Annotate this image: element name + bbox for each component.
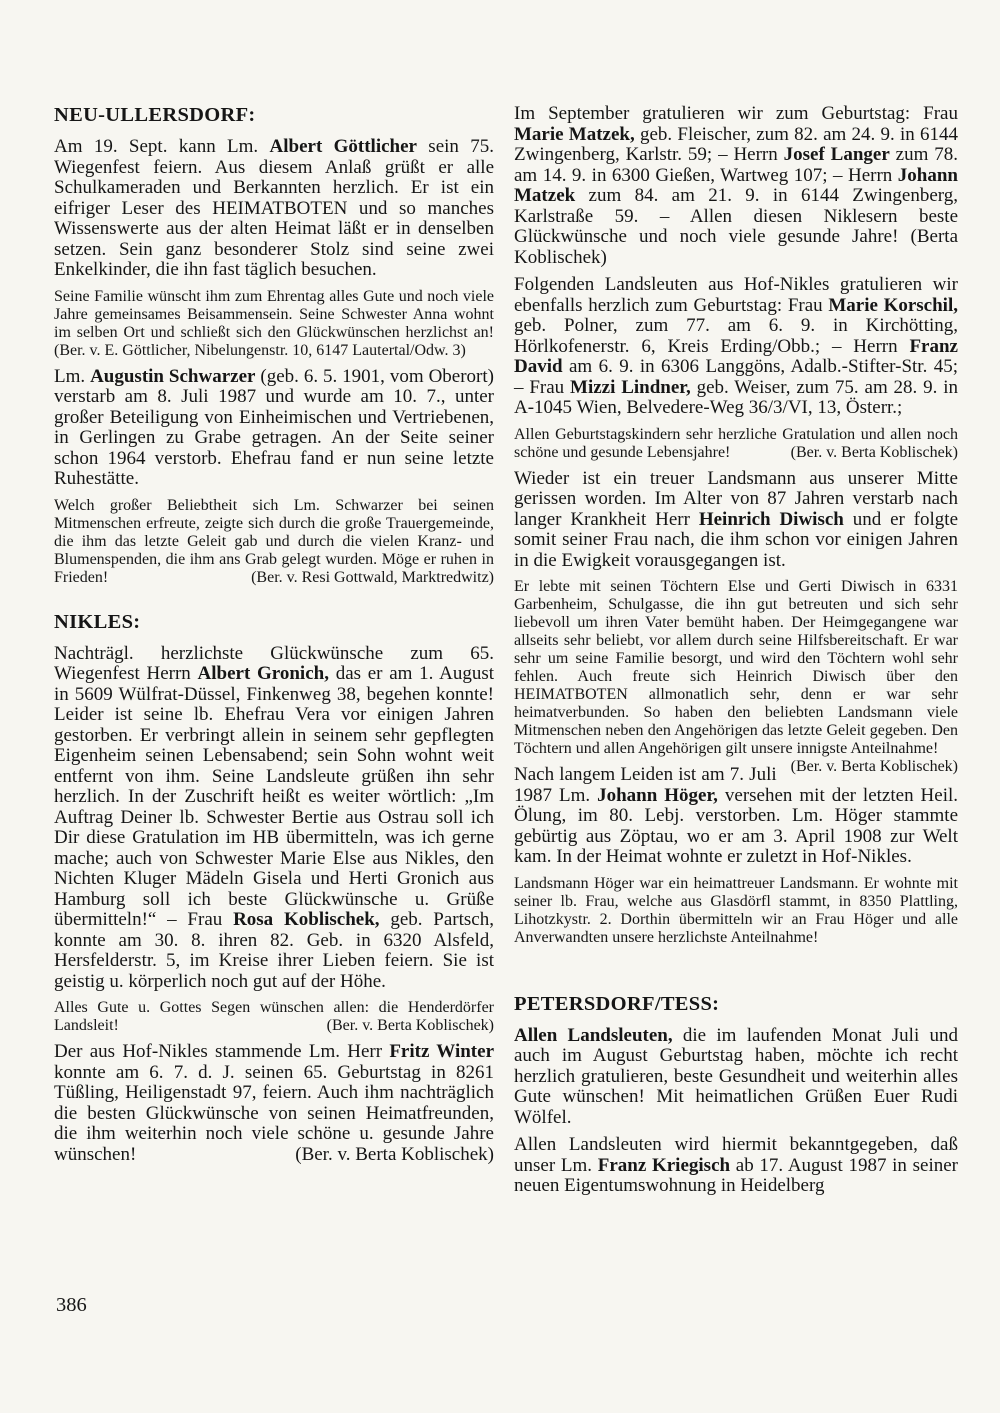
page-number: 386 <box>56 1294 87 1316</box>
report-credit: (Ber. v. Resi Gottwald, Marktredwitz) <box>251 568 494 586</box>
section-heading-petersdorf-tess: PETERSDORF/TESS: <box>514 992 720 1015</box>
obituary-note-diwisch <box>514 578 958 775</box>
paragraph-text: Welch großer Beliebtheit sich Lm. Schwarzer bei seinen Mitmenschen erfreute, zeigte sich durch die große Trauergemeinde, die ihm das letzte Geleit gab und durch die vielen Kranz- und Blumenspenden, die ihm ans Grab gelegt wurden. Möge er ruhen in Frieden! <box>54 496 494 586</box>
paragraph-text: Nach langem Leiden ist am 7. Juli 1987 Lm. Johann Höger, versehen mit der letzten Heil. Ölung, im 80. Lebj. verstorben. Lm. Höger stammte gebürtig aus Zöptau, wo er am 3. April 1908 zur Welt kam. In der Heimat wohnte er zuletzt in Hof-Nikles. <box>514 764 958 867</box>
paragraph-text: Alles Gute u. Gottes Segen wünschen allen: die Henderdörfer Landsleit! <box>54 999 494 1034</box>
paragraph-text: Allen Geburtstagskindern sehr herzliche Gratulation und allen noch schöne und gesunde Lebensjahre! <box>514 425 958 461</box>
greeting-henderdoerfer <box>54 999 494 1035</box>
report-credit: (Ber. v. Berta Koblischek) <box>326 1017 494 1034</box>
hof-nikles-birthdays-notice <box>514 275 958 419</box>
birthday-notice-winter <box>54 1042 494 1165</box>
birthday-notice-goettlicher <box>54 137 494 281</box>
paragraph-text: Allen Landsleuten wird hiermit bekanntgegeben, daß unser Lm. Franz Kriegisch ab 17. August 1987 in seiner neuen Eigentumswohnung in Heidelberg <box>514 1134 959 1196</box>
paragraph-text: Am 19. Sept. kann Lm. Albert Göttlicher sein 75. Wiegenfest feiern. Aus diesem Anlaß grüßt er alle Schulkameraden und Berkannten herzlich. Er ist ein eifriger Leser des HEIMATBOTEN und so manches Wissenswerte aus der alten Heimat läßt er in denselben setzen. Sein ganz besonderer Stolz sind seine zwei Enkelkinder, die ihn fast täglich besuchen. <box>54 136 494 280</box>
paragraph-text: Er lebte mit seinen Töchtern Else und Gerti Diwisch in 6331 Garbenheim, Schulgasse, die ihn gut betreuten und sich sehr liebevoll um ihren Vater bemüht haben. Der Heimgegangene war allseits sehr beliebt, vor allem durch seine Hilfsbereitschaft. Er war sehr um seine Familie besorgt, und wird den Töchtern wohl sehr fehlen. Auch freute sich Heinrich Diwisch über den HEIMATBOTEN allmonatlich sehr, denn er war sehr heimatverbunden. So haben den beliebten Landsmann viele Mitmenschen neben den Angehörigen das letzte Geleit gegeben. Den Töchtern und allen Angehörigen gilt unsere innigste Anteilnahme! <box>514 578 958 757</box>
paragraph-text: Seine Familie wünscht ihm zum Ehrentag alles Gute und noch viele Jahre gemeinsames Beisammensein. Seine Schwester Anna wohnt im selben Ort und schließt sich den Glückwünschen herzlichst an! (Ber. v. E. Göttlicher, Nibelungenstr. 10, 6147 Lautertal/Odw. 3) <box>54 287 494 359</box>
paragraph-text: Der aus Hof-Nikles stammende Lm. Herr Fritz Winter konnte am 6. 7. d. J. seinen 65. Geburtstag in 8261 Tüßling, Heiligenstadt 97, feiern. Auch ihm nachträglich die besten Glückwünsche von seinen Heimatfreunden, die ihm weiterhin noch viele schöne u. gesunde Jahre wünschen! <box>54 1041 494 1165</box>
section-heading-neu-ullersdorf: NEU-ULLERSDORF: <box>54 104 256 126</box>
paragraph-text: Nachträgl. herzlichste Glückwünsche zum 65. Wiegenfest Herrn Albert Gronich, das er am 1. August in 5609 Wülfrat-Düssel, Finkenweg 38, begehen konnte! Leider ist seine lb. Ehefrau Vera vor einigen Jahren gestorben. Er verbringt allein in seinem sehr gepflegten Eigenheim seinen Lebensabend; sein Sohn wohnt weit entfernt von ihm. Seine Landsleute grüßen ihn sehr herzlich. In der Zuschrift heißt es weiter wörtlich: „Im Auftrag Deiner lb. Schwester Bertie aus Ostrau soll ich Dir diese Gratulation im HB übermitteln, was ich gerne mache; auch von Schwester Marie Else aus Nikles, den Nichten Kluger Mädeln Gisela und Herti Gronich aus Hamburg soll ich beste Glückwünsche u. Grüße übermitteln!“ – Frau Rosa Koblischek, geb. Partsch, konnte am 30. 8. ihren 82. Geb. in 6320 Alsfeld, Hersfelderstr. 5, im Kreise ihrer Lieben feiern. Sie ist geistig u. körperlich noch gut auf der Höhe. <box>54 642 494 992</box>
report-credit: (Ber. v. Berta Koblischek) <box>790 443 958 461</box>
obituary-schwarzer <box>54 367 494 490</box>
obituary-note-hoeger <box>514 875 958 947</box>
birthday-greeting-woelfel <box>514 1026 958 1129</box>
birthday-notice-gronich-koblischek <box>54 644 494 993</box>
september-birthdays-notice <box>514 104 958 268</box>
announcement-kriegisch <box>514 1135 958 1197</box>
paragraph-text: Landsmann Höger war ein heimattreuer Landsmann. Er wohnte mit seiner lb. Frau, welche aus Glasdörfl stammt, in 8350 Plattling, Lihotzkystr. 2. Dorthin übermitteln wir an Frau Höger und alle Anverwandten unsere herzlichste Anteilnahme! <box>514 874 958 946</box>
report-credit: (Ber. v. Berta Koblischek) <box>790 758 958 775</box>
paragraph-text: Wieder ist ein treuer Landsmann aus unserer Mitte gerissen worden. Im Alter von 87 Jahren verstarb nach langer Krankheit Herr Heinrich Diwisch und er folgte somit seiner Frau nach, die ihm schon vor einigen Jahren in die Ewigkeit vorausgegangen ist. <box>514 467 959 571</box>
report-credit: (Ber. v. Berta Koblischek) <box>295 1143 494 1165</box>
obituary-hoeger <box>514 765 958 868</box>
paragraph-text: Allen Landsleuten, die im laufenden Monat Juli und auch im August Geburtstag haben, möchte ich recht herzlich gratulieren, beste Gesundheit und weiterhin alles Gute wünschen! Mit heimatlichen Grüßen Euer Rudi Wölfel. <box>514 1024 959 1128</box>
family-greeting-goettlicher <box>54 288 494 360</box>
obituary-diwisch <box>514 469 958 572</box>
paragraph-text: Im September gratulieren wir zum Geburtstag: Frau Marie Matzek, geb. Fleischer, zum 82. am 24. 9. in 6144 Zwingenberg, Karlstr. 59; – Herrn Josef Langer zum 78. am 14. 9. in 6300 Gießen, Wartweg 107; – Herrn Johann Matzek zum 84. am 21. 9. in 6144 Zwingenberg, Karlstraße 59. – Allen diesen Niklesern beste Glückwünsche und noch viele gesunde Jahre! (Berta Koblischek) <box>514 103 958 268</box>
paragraph-text: Lm. Augustin Schwarzer (geb. 6. 5. 1901, vom Oberort) verstarb am 8. Juli 1987 und wurde am 10. 7., unter großer Beteiligung von Einheimischen und Vertriebenen, in Gerlingen zu Grabe getragen. An der Seite seiner schon 1964 verstorb. Ehefrau fand er nun seine letzte Ruhestätte. <box>54 365 494 489</box>
section-heading-nikles: NIKLES: <box>54 610 141 633</box>
birthday-congratulations-note <box>514 426 958 462</box>
right-column <box>514 104 958 1204</box>
obituary-note-schwarzer <box>54 497 494 587</box>
paragraph-text: Folgenden Landsleuten aus Hof-Nikles gratulieren wir ebenfalls herzlich zum Geburtstag: Frau Marie Korschil, geb. Polner, zum 77. am 6. 9. in Kirchötting, Hörlkofenerstr. 6, Kreis Erding/Obb.; – Herrn Franz David am 6. 9. in 6306 Langgöns, Adalb.-Stifter-Str. 45; – Frau Mizzi Lindner, geb. Weiser, zum 75. am 28. 9. in A-1045 Wien, Belvedere-Weg 36/3/VI, 13, Österr.; <box>514 274 959 418</box>
left-column <box>54 104 494 1172</box>
